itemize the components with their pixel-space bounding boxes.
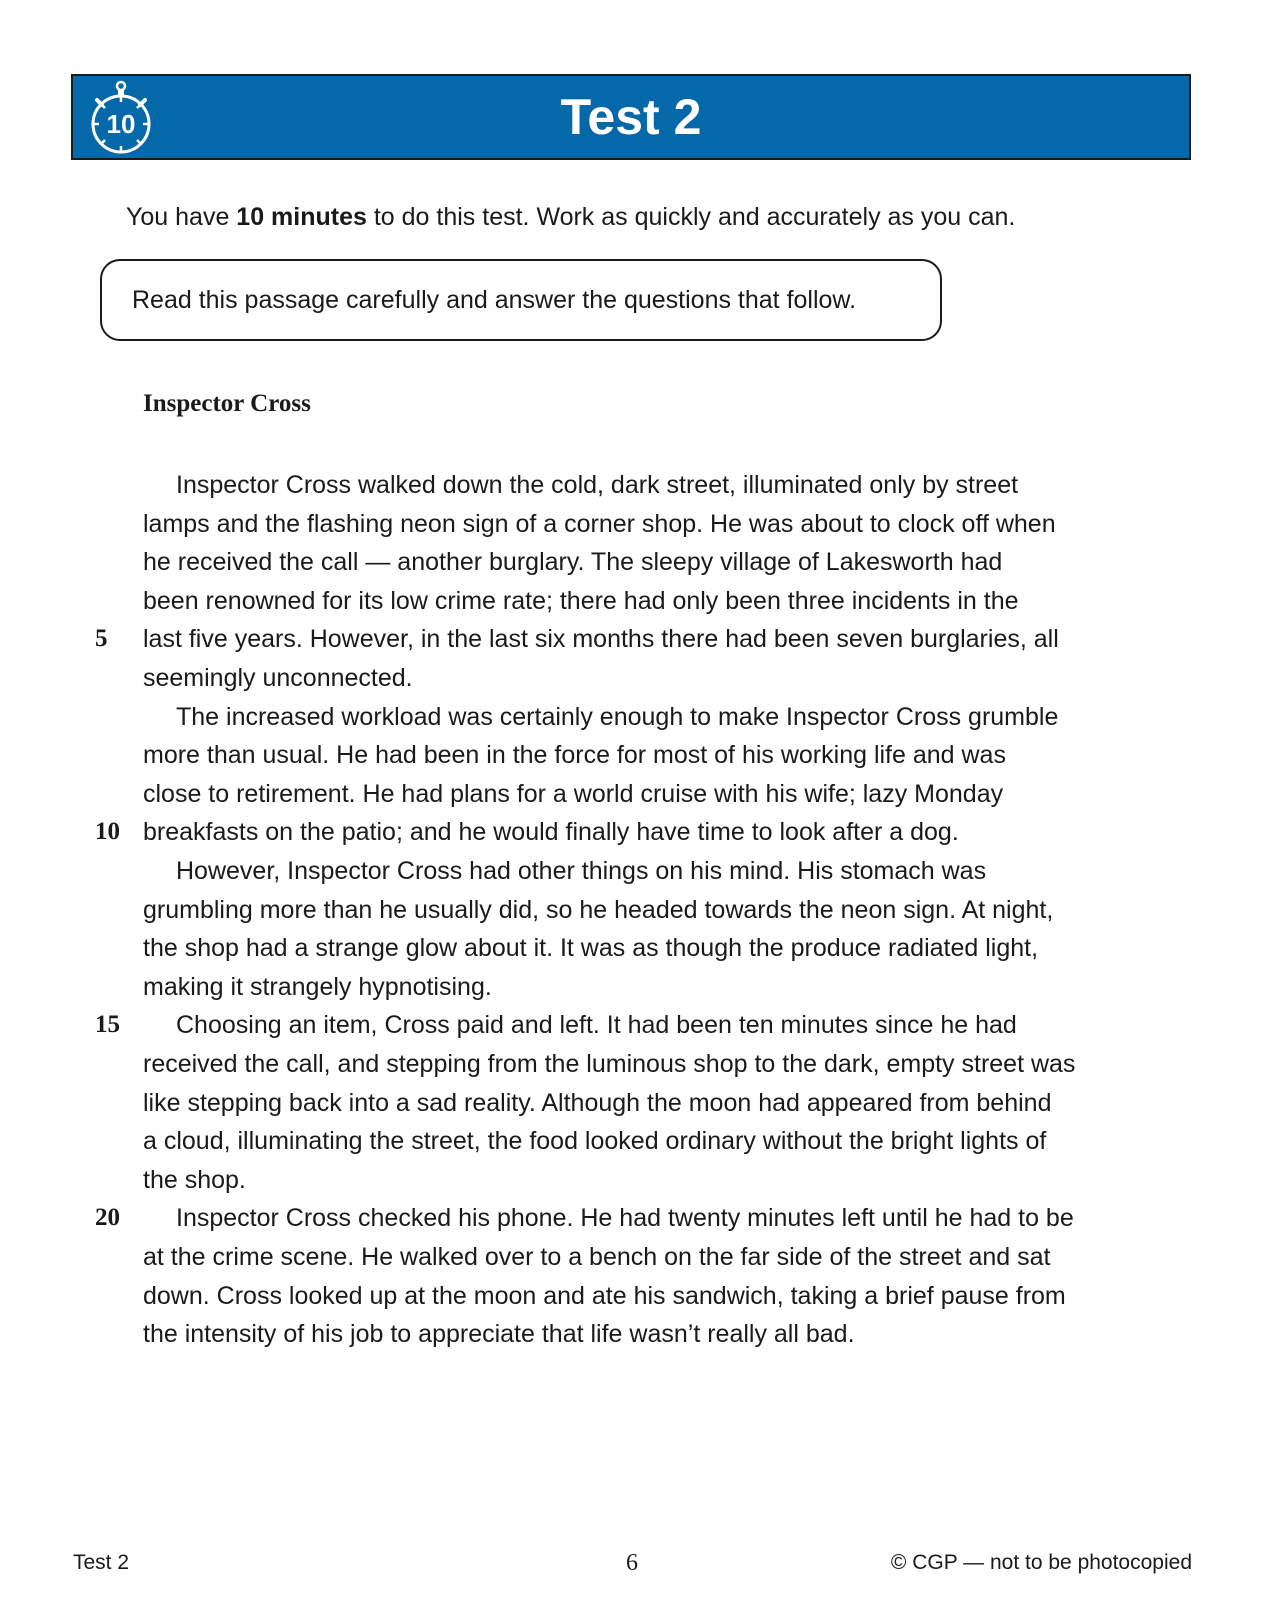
passage-line <box>143 698 1058 737</box>
passage-line <box>143 582 1019 621</box>
passage-line <box>95 813 959 852</box>
passage-line <box>143 466 1018 505</box>
passage-line <box>143 775 1003 814</box>
passage-line-text: last five years. However, in the last six months there had been seven burglaries, all <box>143 625 1059 654</box>
passage-line-text: seemingly unconnected. <box>143 664 413 692</box>
passage-line-text: close to retirement. He had plans for a world cruise with his wife; lazy Monday <box>143 779 1004 808</box>
passage-line-text: The increased workload was certainly enough to make Inspector Cross grumble <box>176 702 1059 731</box>
page-title: Test 2 <box>560 89 702 145</box>
passage-line <box>143 968 492 1007</box>
passage-line-text: Inspector Cross checked his phone. He had twenty minutes left until he had to be <box>176 1204 1074 1233</box>
passage-line-text: the intensity of his job to appreciate that life wasn’t really all bad. <box>143 1320 855 1349</box>
page-number: 6 <box>626 1550 638 1576</box>
passage-line <box>95 1199 1074 1238</box>
passage-line <box>143 505 1056 544</box>
instruction-box <box>100 259 942 341</box>
passage-line <box>143 736 1006 775</box>
instruction-text: Read this passage carefully and answer the questions that follow. <box>132 286 857 314</box>
passage-line-text: he received the call — another burglary. The sleepy village of Lakesworth had <box>143 548 1003 577</box>
passage-line <box>143 659 413 698</box>
passage-line <box>143 543 1002 582</box>
passage-line-text: been renowned for its low crime rate; there had only been three incidents in the <box>143 586 1019 615</box>
passage-line-text: breakfasts on the patio; and he would finally have time to look after a dog. <box>143 818 959 847</box>
passage-line-text: received the call, and stepping from the luminous shop to the dark, empty street was <box>143 1050 1076 1078</box>
intro-bold: 10 minutes <box>236 203 367 231</box>
passage-line <box>143 891 1053 930</box>
passage-line <box>143 1238 1050 1277</box>
passage-line-text: Choosing an item, Cross paid and left. It had been ten minutes since he had <box>176 1011 1017 1040</box>
passage-line <box>143 929 1038 968</box>
passage-line-text: Inspector Cross walked down the cold, dark street, illuminated only by street <box>176 471 1019 499</box>
passage-line <box>95 620 1059 659</box>
passage-line-text: However, Inspector Cross had other things on his mind. His stomach was <box>176 857 987 885</box>
intro-after: to do this test. Work as quickly and accurately as you can. <box>366 203 1016 231</box>
passage-title: Inspector Cross <box>143 390 311 417</box>
copyright-notice: © CGP — not to be photocopied <box>890 1551 1192 1574</box>
passage-line <box>143 1161 246 1200</box>
passage-line-text: making it strangely hypnotising. <box>143 972 492 1001</box>
passage-line <box>143 1315 855 1354</box>
footer-test-label: Test 2 <box>73 1551 130 1574</box>
line-number: 15 <box>95 1011 120 1039</box>
passage-line-text: more than usual. He had been in the force for most of his working life and was <box>143 741 1006 770</box>
line-number: 20 <box>95 1204 120 1232</box>
passage-line-text: the shop had a strange glow about it. It was as though the produce radiated light, <box>143 934 1039 963</box>
passage-line <box>143 1122 1046 1161</box>
header-bar <box>71 74 1191 160</box>
passage-line-text: grumbling more than he usually did, so he headed towards the neon sign. At night, <box>143 895 1054 924</box>
intro-text <box>126 200 1015 234</box>
passage-line <box>143 1277 1066 1316</box>
stopwatch-number: 10 <box>106 109 136 139</box>
intro-before: You have <box>126 203 237 231</box>
line-number: 10 <box>95 818 120 846</box>
passage-line-text: at the crime scene. He walked over to a bench on the far side of the street and sat <box>143 1243 1051 1271</box>
passage-line <box>143 852 986 891</box>
passage-line <box>95 1006 1017 1045</box>
passage-line <box>143 1045 1075 1084</box>
passage-line-text: a cloud, illuminating the street, the food looked ordinary without the bright lights of <box>143 1127 1047 1156</box>
passage-line-text: like stepping back into a sad reality. Although the moon had appeared from behind <box>143 1088 1052 1117</box>
passage-line-text: the shop. <box>143 1165 246 1194</box>
line-number: 5 <box>95 625 108 653</box>
passage-line <box>143 1084 1051 1123</box>
passage-line-text: down. Cross looked up at the moon and ate his sandwich, taking a brief pause from <box>143 1281 1066 1310</box>
passage-line-text: lamps and the flashing neon sign of a corner shop. He was about to clock off when <box>143 509 1056 538</box>
